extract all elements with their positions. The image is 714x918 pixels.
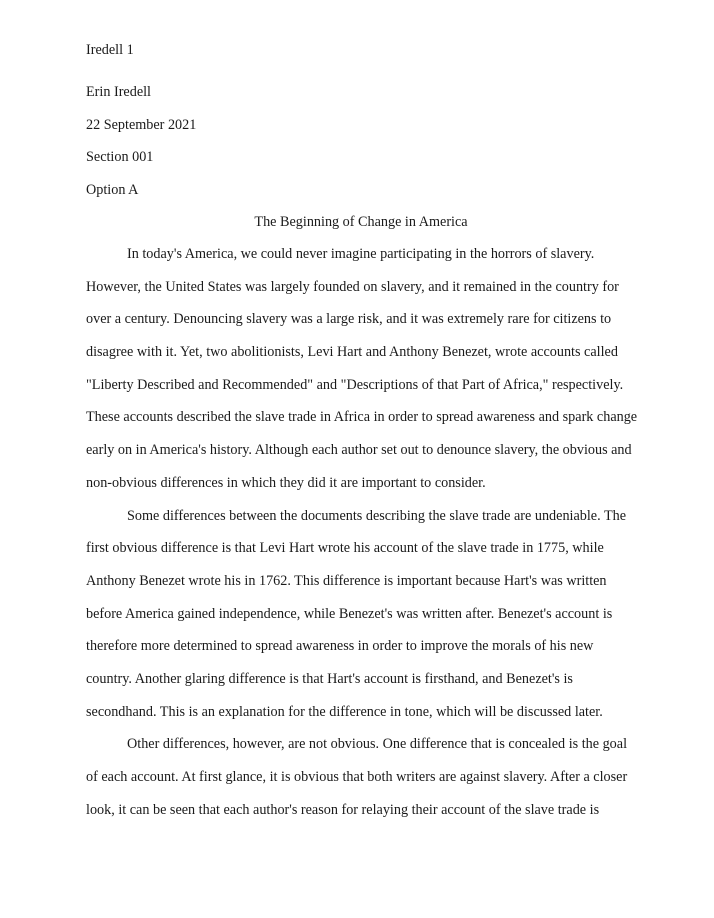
- paragraph-3-line: of each account. At first glance, it is obvious that both writers are against slavery. After a closer: [86, 769, 628, 785]
- paragraph-3-line: look, it can be seen that each author's reason for relaying their account of the slave trade is: [86, 801, 600, 818]
- paragraph-2-line: Anthony Benezet wrote his in 1762. This difference is important because Hart's was written: [86, 572, 607, 589]
- paragraph-2-line: secondhand. This is an explanation for the difference in tone, which will be discussed later.: [86, 703, 603, 720]
- paragraph-1-line: These accounts described the slave trade in Africa in order to spread awareness and spark change: [86, 409, 638, 426]
- date-line: 22 September 2021: [86, 116, 197, 133]
- paragraph-2-line: before America gained independence, while Benezet's was written after. Benezet's account is: [86, 605, 613, 622]
- option-line: Option A: [86, 181, 139, 198]
- section-line: Section 001: [86, 149, 154, 166]
- page-header: Iredell 1: [86, 42, 134, 58]
- paragraph-2-line: therefore more determined to spread awareness in order to improve the morals of his new: [86, 638, 594, 655]
- paragraph-1-line: over a century. Denouncing slavery was a large risk, and it was extremely rare for citizens to: [86, 311, 612, 328]
- paragraph-3-line: Other differences, however, are not obvious. One difference that is concealed is the goal: [127, 736, 628, 753]
- paragraph-1-line: However, the United States was largely founded on slavery, and it remained in the country for: [86, 278, 619, 295]
- paragraph-1-line: non-obvious differences in which they did it are important to consider.: [86, 474, 486, 491]
- paragraph-2-line: Some differences between the documents describing the slave trade are undeniable. The: [127, 507, 627, 524]
- paragraph-1-line: disagree with it. Yet, two abolitionists, Levi Hart and Anthony Benezet, wrote accounts called: [86, 344, 618, 361]
- essay-title: The Beginning of Change in America: [254, 214, 468, 230]
- paragraph-1-line: In today's America, we could never imagine participating in the horrors of slavery.: [127, 246, 595, 262]
- paragraph-1-line: early on in America's history. Although each author set out to denounce slavery, the obvious and: [86, 442, 632, 459]
- paragraph-1-line: "Liberty Described and Recommended" and "Descriptions of that Part of Africa," respectively.: [86, 376, 624, 393]
- student-name: Erin Iredell: [86, 84, 151, 100]
- paragraph-2-line: country. Another glaring difference is that Hart's account is firsthand, and Benezet's is: [86, 670, 573, 687]
- essay-body: [86, 244, 646, 832]
- paragraph-2-line: first obvious difference is that Levi Hart wrote his account of the slave trade in 1775, while: [86, 540, 604, 557]
- mla-heading: [86, 82, 646, 212]
